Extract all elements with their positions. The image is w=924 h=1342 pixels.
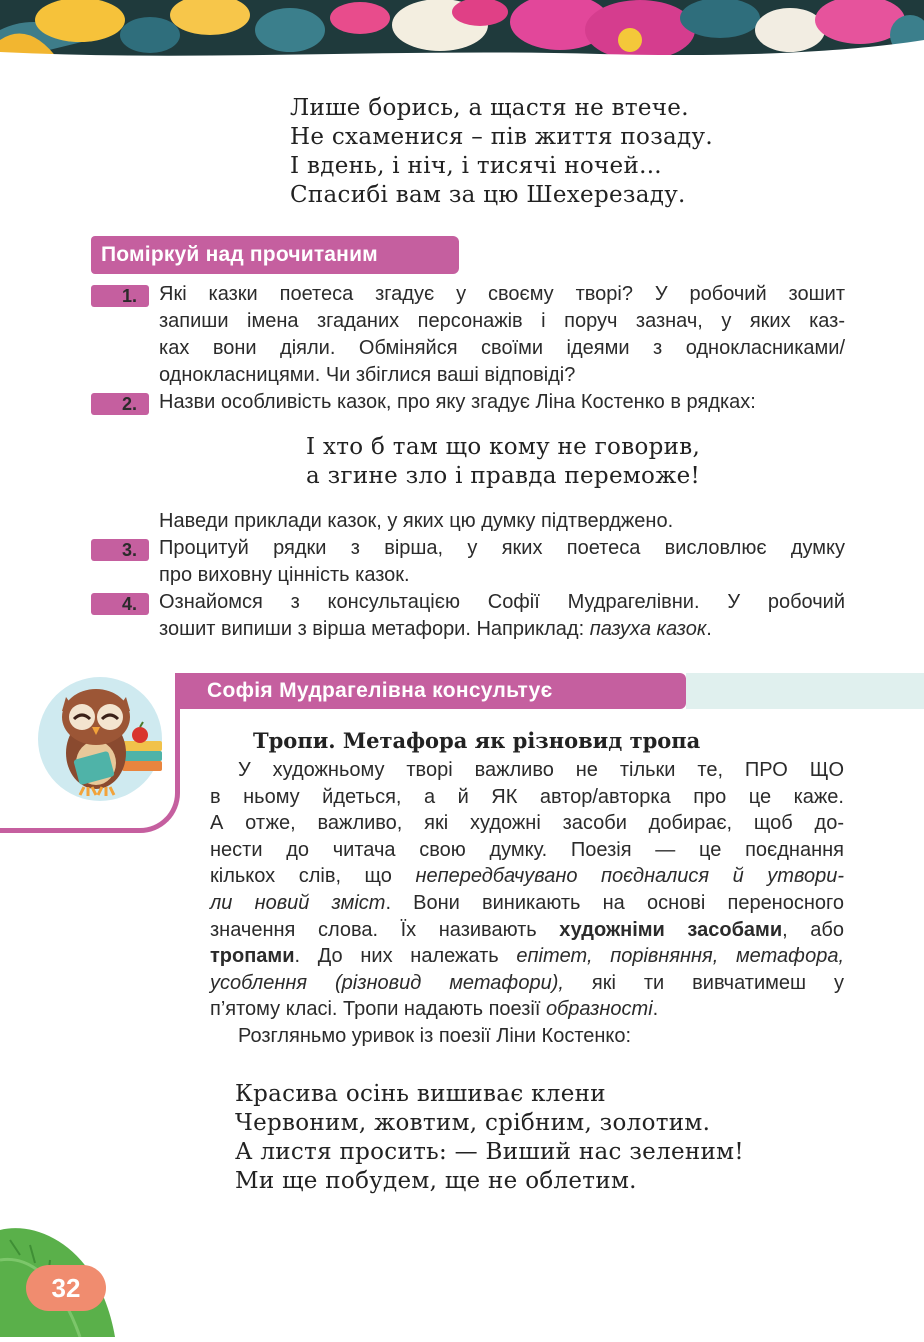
body-text: кількох слів, що [210, 865, 416, 888]
body-text: , або [782, 918, 844, 941]
body-line [210, 917, 844, 944]
consult-title: Тропи. Метафора як різновид тропа [253, 728, 701, 753]
question-number: 4. [91, 593, 149, 615]
poem-line: І вдень, і ніч, і тисячі ночей... [290, 153, 662, 179]
question-number: 1. [91, 285, 149, 307]
question-text [159, 508, 845, 535]
question-line-text: . [706, 618, 712, 640]
body-text: . [652, 998, 659, 1021]
poem-line: Ми ще побудем, ще не облетим. [235, 1168, 637, 1194]
consult-strip [686, 673, 924, 709]
body-text: . Вони виникають на основі переносного [385, 891, 845, 914]
question-line: запиши імена згаданих персонажів і поруч зазнач, у яких каз- [159, 310, 845, 332]
body-text: . До них належать [294, 945, 517, 968]
poem-line: Лише борись, а щастя не втече. [290, 95, 689, 121]
poem-line: Спасибі вам за цю Шехерезаду. [290, 182, 686, 208]
body-bold: тропами [210, 945, 295, 968]
body-line: нести до читача свою думку. Поезія — це поєднання [210, 838, 844, 861]
question-line: Які казки поетеса згадує у своєму творі? У робочий зошит [159, 283, 845, 305]
question-line: Ознайомся з консультацією Софії Мудрагелівни. У робочий [159, 591, 845, 613]
owl-illustration [36, 675, 164, 803]
body-line: Розгляньмо уривок із поезії Ліни Костенко: [238, 1024, 632, 1047]
body-italic: усоблення (різновид метафори), [210, 971, 564, 994]
question-line: про виховну цінність казок. [159, 564, 410, 586]
question-line: Процитуй рядки з вірша, у яких поетеса висловлює думку [159, 537, 845, 559]
poem-line: Червоним, жовтим, срібним, золотим. [235, 1110, 711, 1136]
body-line [210, 996, 844, 1023]
body-line [210, 970, 844, 997]
consult-header: Софія Мудрагелівна консультує [175, 673, 686, 709]
question-line: Назви особливість казок, про яку згадує Ліна Костенко в рядках: [159, 391, 756, 413]
body-line [210, 863, 844, 890]
poem-line: Не схаменися – пів життя позаду. [290, 124, 713, 150]
body-italic: ли новий зміст [210, 891, 386, 914]
body-italic: образності [545, 998, 653, 1021]
question-text [159, 589, 845, 643]
quote-block [306, 433, 700, 491]
poem-line: Красива осінь вишиває клени [235, 1081, 606, 1107]
body-text: які ти вивчатимеш у [563, 971, 844, 994]
question-number: 3. [91, 539, 149, 561]
question-text [159, 535, 845, 589]
question-line: ках вони діяли. Обміняйся своїми ідеями з однокласниками/ [159, 337, 845, 359]
poem-bottom [235, 1080, 744, 1196]
example-term: пазуха казок [589, 618, 707, 640]
question-number: 2. [91, 393, 149, 415]
body-line: А отже, важливо, які художні засоби добирає, щоб до- [210, 812, 844, 835]
page-number: 32 [26, 1265, 106, 1311]
question-line: Наведи приклади казок, у яких цю думку підтверджено. [159, 510, 674, 532]
floral-banner [0, 0, 924, 62]
body-italic: непередбачувано поєдналися й утвори- [415, 865, 844, 888]
body-line: У художньому творі важливо не тільки те, ПРО ЩО [238, 759, 844, 781]
body-bold: художніми засобами [559, 918, 783, 941]
question-line: однокласницями. Чи збіглися ваші відповіді? [159, 364, 576, 386]
body-text: п’ятому класі. Тропи надають поезії [210, 998, 546, 1021]
body-text: значення слова. Їх називають [210, 918, 560, 941]
quote-line: а згине зло і правда переможе! [306, 463, 701, 489]
section-header: Поміркуй над прочитаним [91, 236, 459, 274]
poem-top [290, 94, 713, 210]
body-line [210, 890, 844, 917]
body-italic: епітет, порівняння, метафора, [516, 945, 844, 968]
question-text [159, 389, 845, 416]
question-line-text: зошит випиши з вірша метафори. Наприклад: [159, 618, 590, 640]
poem-line: А листя просить: — Виший нас зеленим! [235, 1139, 744, 1165]
consult-body [210, 757, 844, 1050]
question-line [159, 616, 845, 643]
body-line [210, 943, 844, 970]
body-line: в ньому йдеться, а й ЯК автор/авторка про це каже. [210, 785, 844, 808]
quote-line: І хто б там що кому не говорив, [306, 434, 701, 460]
question-text [159, 281, 845, 389]
